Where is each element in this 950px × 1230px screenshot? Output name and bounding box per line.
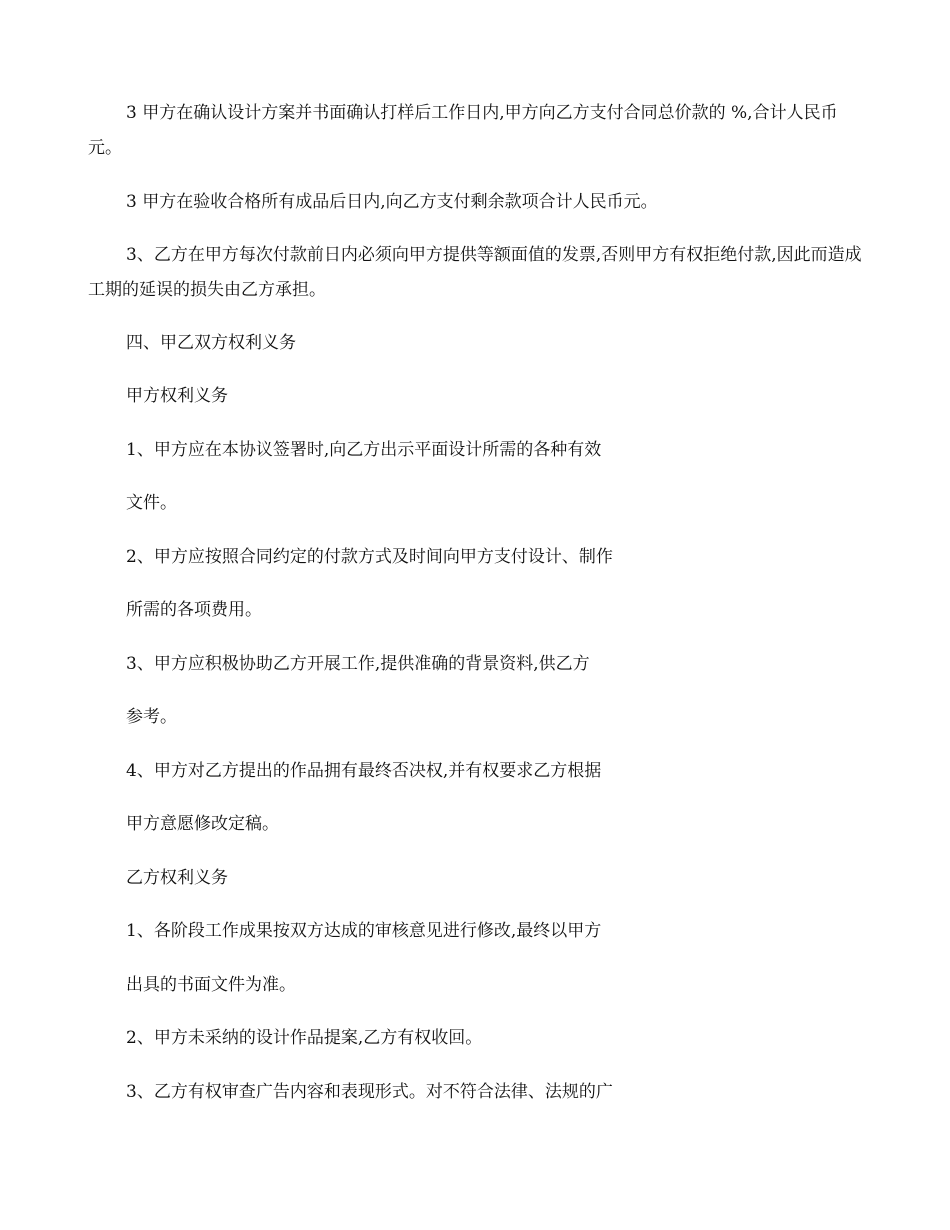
party-a-item-4-line-2: 甲方意愿修改定稿。 xyxy=(126,814,279,834)
party-b-item-1-line-1: 1、各阶段工作成果按双方达成的审核意见进行修改,最终以甲方 xyxy=(126,921,602,941)
party-b-item-2: 2、甲方未采纳的设计作品提案,乙方有权收回。 xyxy=(126,1028,483,1048)
subheading-party-b: 乙方权利义务 xyxy=(126,868,228,888)
party-b-item-3-line-1: 3、乙方有权审查广告内容和表现形式。对不符合法律、法规的广 xyxy=(126,1082,613,1102)
party-a-item-1-line-2: 文件。 xyxy=(126,493,177,513)
party-a-item-4-line-1: 4、甲方对乙方提出的作品拥有最终否决权,并有权要求乙方根据 xyxy=(126,761,602,781)
paragraph-payment-after-acceptance: 3 甲方在验收合格所有成品后日内,向乙方支付剩余款项合计人民币元。 xyxy=(126,192,658,212)
party-a-item-3-line-1: 3、甲方应积极协助乙方开展工作,提供准确的背景资料,供乙方 xyxy=(126,654,590,674)
paragraph-payment-after-sample: 3 甲方在确认设计方案并书面确认打样后工作日内,甲方向乙方支付合同总价款的 %,合计人民币元。 xyxy=(88,103,838,158)
party-a-item-2-line-2: 所需的各项费用。 xyxy=(126,600,262,620)
party-b-item-1-line-2: 出具的书面文件为准。 xyxy=(126,975,296,995)
party-a-item-1-line-1: 1、甲方应在本协议签署时,向乙方出示平面设计所需的各种有效 xyxy=(126,440,602,460)
party-a-item-2-line-1: 2、甲方应按照合同约定的付款方式及时间向甲方支付设计、制作 xyxy=(126,547,613,567)
subheading-party-a: 甲方权利义务 xyxy=(126,386,228,406)
paragraph-invoice-requirement: 3、乙方在甲方每次付款前日内必须向甲方提供等额面值的发票,否则甲方有权拒绝付款,因此而造成工期的延误的损失由乙方承担。 xyxy=(88,245,862,300)
section-heading-rights-obligations: 四、甲乙双方权利义务 xyxy=(126,333,296,353)
party-a-item-3-line-2: 参考。 xyxy=(126,707,177,727)
